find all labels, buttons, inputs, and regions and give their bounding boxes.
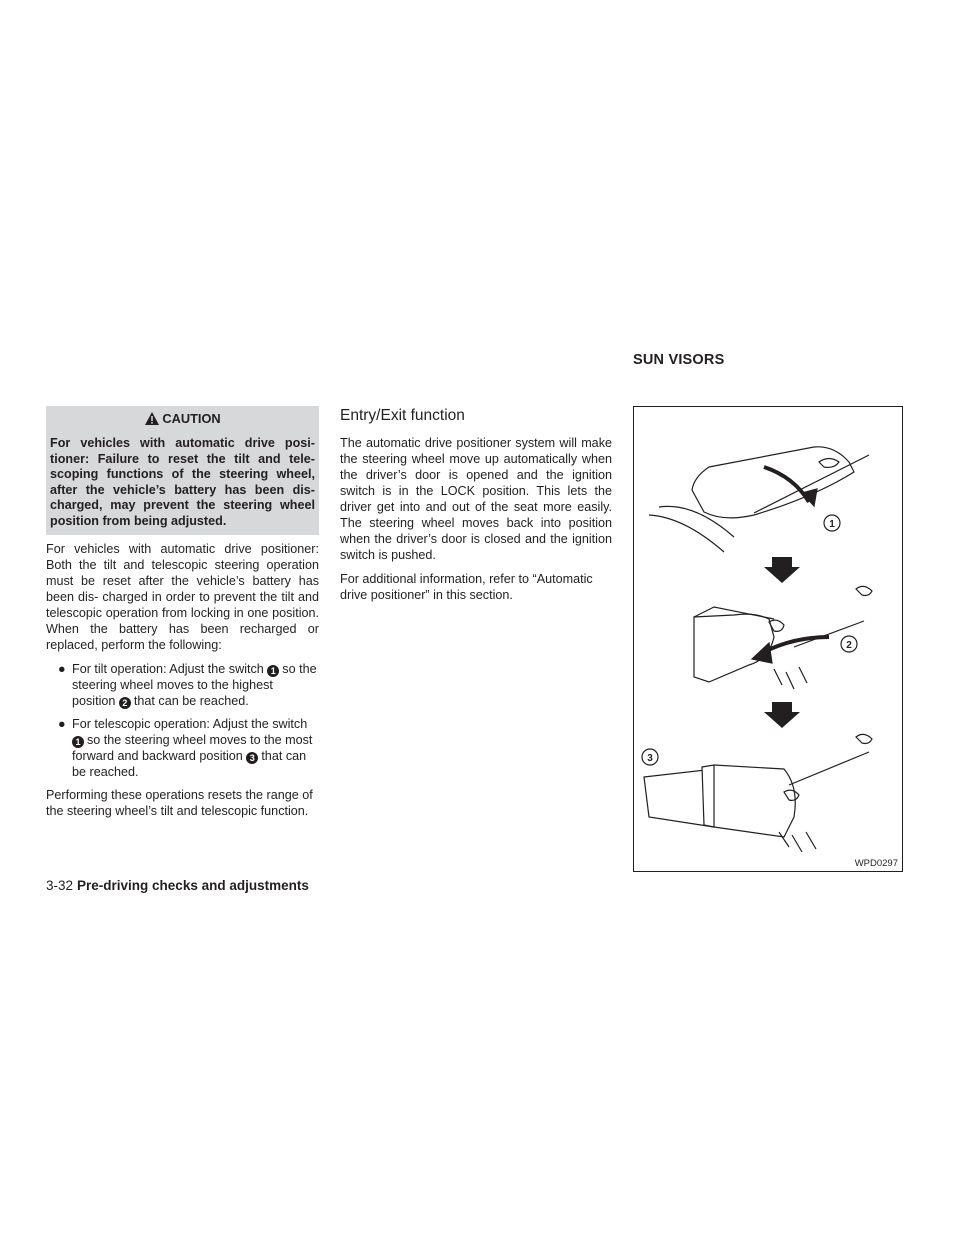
steps-list	[46, 661, 319, 780]
callout-number: 3	[246, 752, 258, 764]
reference-paragraph: For additional information, refer to “Automatic drive positioner” in this section.	[340, 572, 593, 602]
list-item	[46, 661, 319, 709]
chapter-title: Pre-driving checks and adjustments	[77, 878, 309, 893]
caution-heading	[50, 410, 315, 430]
bullet-text: so the steering wheel moves to the most forward and backward position	[72, 733, 313, 763]
diagram-labels	[634, 407, 902, 871]
figure-code: WPD0297	[854, 858, 898, 869]
entry-exit-heading: Entry/Exit function	[340, 407, 465, 424]
closing-paragraph: Performing these operations resets the range of the steering wheel’s tilt and telescopic function.	[46, 788, 313, 818]
bullet-text: For tilt operation: Adjust the switch	[72, 662, 264, 676]
caution-box	[46, 406, 319, 535]
sun-visor-illustration	[633, 406, 903, 872]
page-number: 3-32	[46, 878, 74, 893]
callout-number: 1	[267, 665, 279, 677]
callout-number: 1	[72, 736, 84, 748]
bullet-text: so the steering wheel moves to the highest position	[72, 662, 317, 708]
middle-column	[340, 406, 612, 611]
bullet-marker: ●	[58, 662, 66, 676]
left-column	[46, 406, 319, 827]
callout-label-2: 2	[846, 640, 852, 651]
bullet-text: For telescopic operation: Adjust the switch	[72, 717, 308, 731]
section-title: SUN VISORS	[633, 352, 725, 368]
callout-number: 2	[119, 697, 131, 709]
page-footer	[46, 878, 309, 893]
bullet-text: that can be reached.	[72, 749, 307, 779]
warning-triangle-icon	[144, 411, 160, 430]
list-item	[46, 716, 319, 780]
bullet-marker: ●	[58, 717, 66, 731]
intro-paragraph: For vehicles with automatic drive positioner: Both the tilt and telescopic steering operation must be reset after the vehicle’s battery has been dis- charged in order to prevent the tilt and telescopic operation from locking in one position. When the battery has been recharged or replaced, perform the following:	[46, 542, 319, 652]
caution-label: CAUTION	[162, 411, 221, 426]
bullet-text: that can be reached.	[133, 694, 249, 708]
caution-text: For vehicles with automatic drive posi- tioner: Failure to reset the tilt and tele- scoping functions of the steering wheel, after the vehicle’s battery has been dis- charged, may prevent the steering wheel position from being adjusted.	[50, 436, 315, 528]
entry-exit-paragraph: The automatic drive positioner system will make the steering wheel move up automatically when the driver’s door is opened and the ignition switch is in the LOCK position. This lets the driver get into and out of the seat more easily. The steering wheel moves back into position when the driver’s door is closed and the ignition switch is pushed.	[340, 436, 612, 562]
callout-label-1: 1	[829, 519, 835, 530]
callout-label-3: 3	[647, 753, 653, 764]
